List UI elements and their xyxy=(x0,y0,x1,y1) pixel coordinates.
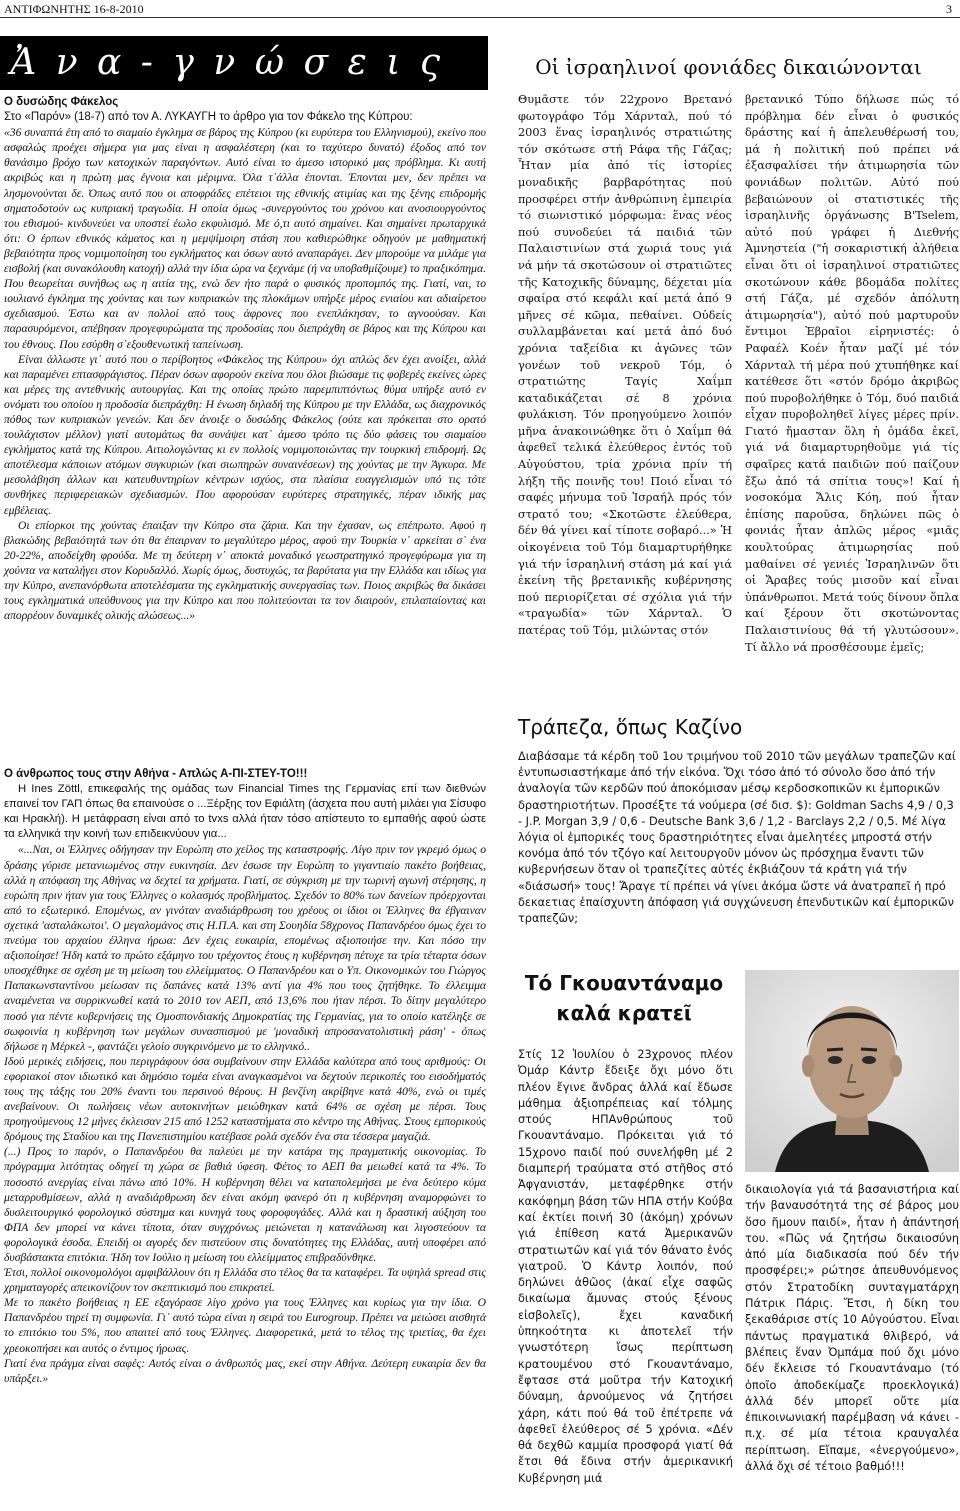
israeli-col-2 xyxy=(745,92,959,702)
article-paragraph: «...Ναι, οι Έλληνες οδήγησαν την Ευρώπη στο χείλος της καταστροφής. Λίγο πριν τον γκρεμό όμως ο δράσης γύρισε μετανιωμένος στην ευκινησία. Δεν έσωσε την Ευρώπη το γιγαντιαίο πακέτο βοήθειας, αλλά η απόφαση της Αθήνας να δεχτεί τα χρήματα. Γιατί, σε σύγκριση με την τωρινή αγωνή στέρησης, η ευρώπη πριν ήταν για τους Έλληνες ο κολασμός προβλήματος. Σχεδόν το 80% των δανείων πρόερχονται από το εξωτερικό. Επομένως, αν γινόταν αναδιάρθρωση του χρέους οι ίδιοι οι Έλληνες θα έβγαιναν σχετικά 'ασταλάκωτοι'. Ο μεγαλομάνος στις Η.Π.Α. και στη Σουηδία 58χρονος Παπανδρέου όμως έχει το πνεύμα του αρχαίου έλληνα ήρωα: Δεν έχεις ευκαιρία, επομένως αξιοποιήσε την. Και πόσο την αξιοποίησε! Ήδη κατά το πρώτο εξάμηνο του τρέχοντος έτους η κυβέρνηση πέτυχε τα τρία τέταρτα όσων υποσχέθηκε σε σχέση με τη μείωση του ελλείμματος. Ο Παπανδρέου και ο Υπ. Οικονομικών του Γιώργος Παπακωνσταντίνου μείωσαν τις δαπάνες κατά 13% αντί για 4% που τους ζητήθηκε. Το έλλειμμα αναμένεται να συρρικνωθεί κατά το 2010 τον ΑΕΠ, από 13,6% που ήταν πέρσι. Το δίτην μεγαλύτερο ποσό για πέντε κυβερνήσεις της Ομοσπονδιακής Δημοκρατίας της Γερμανίας, για το οποίο κατέληξε σε σωφοινία η κυβέρνηση των μεγάλων συνασπισμού με 'μοναδική απροσανατολιστική ράση' - όπως δήλωσε η Μέρκελ -, φαντάζει γελοίο συγκρινόμενο με το ελληνικό.. xyxy=(4,843,486,1053)
article-heading: Ο δυσώδης Φάκελος xyxy=(4,96,119,108)
guantanamo-article-title: Τό Γκουαντάναμο καλά κρατεῖ xyxy=(524,971,724,1025)
article-intro: Στο «Παρόν» (18-7) από τον Α. ΛΥΚΑΥΓΗ το άρθρο για τον Φάκελο της Κύπρου: xyxy=(4,111,413,124)
section-banner xyxy=(0,36,488,90)
banner-title: Ἀ ν α - γ ν ώ σ ε ι ς xyxy=(10,42,444,83)
left-article-2 xyxy=(4,767,486,1386)
israeli-text-1: Θυμᾶστε τόν 22χρονο Βρετανό φωτογράφο Τόμ Χάρνταλ, πού τό 2003 ἕνας ἰσραηλινός στρατιώτης τόν σκότωσε στή Ράφα τῆς Γάζας; Ἦταν μία ἀπό τίς ἱστορίες μοναδικῆς βαρβαρότητας πού προσφέρει στήν ἀνθρώπινη ἐμπειρία τό σιωνιστικό μόρφωμα: ἕνας νέος πού συνοδεύει τά παιδιά τῶν Παλαιστινίων στά χωριά τους γιά νά μήν τά σκοτώσουν οἱ στρατιῶτες τῆς Κατοχικῆς δύναμης, δέχεται μία σφαίρα στό κεφάλι καί μετά ἀπό 9 μῆνες σέ κῶμα, πεθαίνει. Οὐδείς συλλαμβάνεται καί μετά ἀπό δυό χρόνια ταξείδια κι ἀγῶνες τῶν γονέων τοῦ νεκροῦ Τόμ, ὁ στρατιώτης Ταγίς Χαΐμπ καταδικάζεται σέ 8 χρόνια φυλάκιση. Τόν προηγούμενο λοιπόν μῆνα ἀνακοινώθηκε ὅτι ὁ Χαΐμπ θά ἀφεθεῖ τελικά ἐλεύθερος ἐντός τοῦ Αὐγούστου, τρία χρόνια πρίν τή λήξη τῆς ποινῆς του! Ποιό εἶναι τό σαφές μήνυμα τοῦ Ἰσραήλ πρός τόν στρατό του; «Σκοτῶστε ἐλεύθερα, δέν θά γίνει καί τίποτε σοβαρό...» Ἡ οἰκογένεια τοῦ Τόμ διαμαρτυρήθηκε γιά τήν ἰσραηλινή στάση μά καί γιά ἐκείνη τῆς βρετανικῆς κυβέρνησης πού περιορίζεται σέ σχόλια γιά τήν «τραγωδία» τῶν Χάρνταλ. Ὁ πατέρας τοῦ Τόμ, μιλώντας στόν xyxy=(518,93,732,637)
portrait-image xyxy=(745,970,959,1172)
article-paragraph: (...) Προς το παρόν, ο Παπανδρέου θα παλεύει με την κατάρα της πραγματικής οικονομίας. Το πρόγραμμα λιτότητας οδηγεί τη χώρα σε βαθιά ύφεση. Φέτος το ΑΕΠ θα μειωθεί κατά τα 4%. Το ποσοστό ανεργίας είναι πάνω από 10%. Η κυβέρνηση θέλει να καταπολεμήσει με ένα δεύτερο κύμα μεταρρυθμίσεων, αλλά η αναδιάρθρωση δεν είναι ακόμη φανερό ότι η κυβέρνηση αναμορφώνει το δυσλειτουργικό φορολογικό σύστημα και κυνηγά τους φοροφυγάδες. Αλλά και η δραστική αύξηση του ΦΠΑ δεν μπορεί να κάνει τίποτα, όταν συγχρόνως μειώνεται η κατανάλωση και λιγοστεύουν τα φορολογικά έσοδα. Επειδή οι αγορές δεν πιστεύουν στις δυνατότητες της Ελλάδας, αυτή υποφέρει από δυσβάστακτα επιτόκια. Ήδη τον Ιούλιο η μείωση του ελλείμματος επιβραδύνθηκε. xyxy=(4,1145,486,1264)
israeli-article-title: Οἱ ἰσραηλινοί φονιάδες δικαιώνονται xyxy=(535,55,922,79)
article-paragraph: Γιατί ένα πράγμα είναι σαφές: Αυτός είναι ο άνθρωπός μας, εκεί στην Αθήνα. Δεύτερη ευκαιρία δεν θα υπάρξει.» xyxy=(4,1356,486,1385)
article-paragraph: Με το πακέτο βοήθειας η ΕΕ εξαγόρασε λίγο χρόνο για τους Έλληνες και κυρίως για την ίδια. Ο Παπανδρέου τηρεί τη συμφωνία. Γι᾽ αυτό τώρα είναι η σειρά του Eurogroup. Πρέπει να μειώσει αισθητά το επιτόκιο του 5%, που απαιτεί από τους Έλληνες. Διαφορετικά, μετά το τέλος της τριετίας, θα έχει χρεοκοπήσει και αυτός ο έντιμος ήρωας. xyxy=(4,1296,486,1355)
newspaper-date: ΑΝΤΙΦΩΝΗΤΗΣ 16-8-2010 xyxy=(4,2,144,16)
header-rule xyxy=(0,17,960,18)
bank-text: Διαβάσαμε τά κέρδη τοῦ 1ου τριμήνου τοῦ 2010 τῶν μεγάλων τραπεζῶν καί ἐντυπωσιαστήκαμε ἀπό τήν εἰκόνα. Ὄχι τόσο ἀπό τό σύνολο ὅσο ἀπό τήν ἀναλογία τῶν κερδῶν πού ἀποκόμισαν μέσῳ κερδοσκοπικῶν κι ἐμπορικῶν δραστηριοτήτων. Προσέξτε τά νούμερα (σέ δισ. $): Goldman Sachs 4,9 / 0,3 - J.P. Morgan 3,9 / 0,6 - Deutsche Bank 3,6 / 1,2 - Barclays 2,2 / 0,5. Μέ λίγα λόγια οἱ ἐμπορικές τους δραστηριότητες εἶναι ἀμελητέες μπροστά στήν κονόμα ἀπό τόν τζόγο καί λειτουργοῦν μόνον ὡς πρόσχημα ἔναντι τῶν κυβερνήσεων ὅταν οἱ τραπεζίτες αὐτές ἐκβιάζουν τά κράτη γιά τήν «διάσωσή» τους! Ἄραγε τί πρέπει νά γίνει ἀκόμα ὥστε νά ἀνατραπεῖ ἡ πρό δεκαετιας ἐπαίσχυντη ἀπόφαση γιά συγχώνευση ἐπενδυτικῶν καί ἐμπορικῶν τραπεζῶν; xyxy=(518,750,956,926)
guantanamo-left-body xyxy=(518,1047,733,1487)
israeli-col-1 xyxy=(518,92,732,702)
portrait-photo xyxy=(745,970,959,1172)
page-number: 3 xyxy=(946,2,952,16)
israeli-text-2: βρετανικό Τύπο δήλωσε πώς τό πρόβλημα δέν εἶναι ὁ φυσικός δράστης καί ἡ ἀπελευθέρωσή του, μά ἡ πολιτική πού πρέπει νά ἐξασφαλίσει τήν ἀτιμωρησία τῶν φονιάδων πολιτῶν. Αὐτό πού βεβαιώνουν οἱ στατιστικές τῆς ἰσραηλινῆς ὀργάνωσης B'Tselem, αὐτό πού γράφει ἡ Διεθνής Ἀμνηστεία ("ἡ σοκαριστική ἀλήθεια εἶναι ὅτι οἱ ἰσραηλινοί στρατιῶτες σκοτώνουν κάθε βδομάδα πολίτες στή Γάζα, μέ σχεδόν ἀπόλυτη ἀτιμωρησία"), αὐτό πού μαρτυροῦν ἔντιμοι Ἑβραῖοι εἰρηνιστές: ὁ Ραφαέλ Κοέν ἦταν μαζί μέ τόν Χάρνταλ τή μέρα πού χτυπήθηκε καί κατέθεσε ὅτι «στόν δρόμο ἀκριβῶς πού πυροβολήθηκε ὁ Τόμ, δυό παιδιά εἶχαν πυροβοληθεῖ λίγες μέρες πρίν. Γιατό ἤμασταν ὅλη ἡ ὁμάδα ἐκεῖ, γιά νά διαμαρτυρηθοῦμε γιά τίς σφαῖρες κατά παιδιῶν πού παίζουν ἔξω ἀπό τά σπίτια τους»! Καί ἡ νοσοκόμα Ἄλις Κόη, πού ἦταν ἐπίσης παροῦσα, δηλώνει πῶς ὁ φονιάς ἦταν ἁπλῶς μέρος «μιᾶς κουλτούρας ἀτιμωρησίας πού μαθαίνει σέ γενιές Ἰσραηλινῶν ὅτι οἱ Ἄραβες τούς μισοῦν καί εἶναι ὑπάνθρωποι. Μετά τούς δίνουν ὅπλα καί ξέρουν ὅτι σκοτώνοντας Παλαιστινίους θά τή γλυτώσουν». Τί ἄλλο νά προσθέσουμε ἐμεῖς; xyxy=(745,93,959,654)
article-paragraph: Έτσι, πολλοί οικονομολόγοι αμφιβάλλουν ότι η Ελλάδα στο τέλος θα τα καταφέρει. Τα υψηλά spread στις χρηματαγορές απεικονίζουν τον σκεπτικισμό που επικρατεί. xyxy=(4,1266,486,1295)
article-paragraph: «36 συναπτά έτη από το σιαμαίο έγκλημα σε βάρος της Κύπρου (κι ευρύτερα του Ελληνισμού), εκείνο που ασφαλώς προέχει σήμερα για μας είναι η ασφαλέστερη (και το ταχύτερο δυνατό) έξοδος από τον θανάσιμο βρόχο των κατοχικών παραγόντων. Αυτό είναι το άμεσο ιστορικό μας πρόβλημα. Κι αυτή ακριβώς και η πρώτη μας έγνοια και μέριμνα. Όλα τ᾽άλλα έπονται. Έπονται μεν, δεν πρέπει να λησμονούνται δε. Όπως αυτό που οι αποφράδες επέτειοι της εθνικής ατιμίας και της ξένης επιδρομής σηματοδοτούν ως κυπριακή τραγωδία. Η οποία όμως -συνεργούντος του χρόνου και ανοσιουργούντος του εθισμού- κινδυνεύει να υποστεί έωλο εκφυλισμό. Με ό,τι αυτό σημαίνει. Και σημαίνει πρωταρχικά ότι: Ο έρπων εθνικός κάματος και η μεμψίμοιρη στάση που καθιερώθηκε οδηγούν με μαθηματική βεβαιότητα προς νομιμοποίηση του εγκλήματος και όσων αυτό αναπαράγει. Δεν μπορούμε να μιλάμε για εισβολή (και συνακόλουθη κατοχή) αλλά την ίδια ώρα να ξεχνάμε (ή να υποβαθμίζουμε) το πραξικόπημα. Που θεωρείται συνήθως ως η αιτία της, ενώ δεν ήτο παρά ο φυσικός προπομπός της. Γιατί, ναι, το ιουλιανό έγκλημα της χούντας και των κυπριακών της πλοκάμων υπήρξε μέρος ενιαίου και αδιαίρετου σχεδιασμού. Έστω και αν πολλοί από τους άφρονες που ενεπλάκησαν, το αγνοούσαν. Και παρασυρόμενοι, απέβησαν προγεφυρώματα της προδοσίας που διεπράχθη σε βάρος και της Κύπρου και του έθνους. Που εσύρθη σ᾽εξουθενωτική ταπείνωση. xyxy=(4,126,486,351)
article-paragraph: Ιδού μερικές ειδήσεις, που περιγράφουν όσα συμβαίνουν στην Ελλάδα καλύτερα από τους αριθμούς: Οι εφοριακοί στον ιδιωτικό και δημόσιο τομέα είναι αναγκασμένοι να δεχτούν περικοπές του εισοδήματός τους της τάξης του 20% έναντι του περσινού θέρους. Η βενζίνη ακρίβηνε κατά 40%, ενώ οι τιμές ανεβαίνουν. Οι πωλήσεις νέων αυτοκινήτων μειώθηκαν κατά 64% σε σχέση με πέρσι. Τους προηγούμενους 12 μήνες έκλεισαν 215 από 1252 καταστήματα στο κέντρο της Αθήνας. Στους εμπορικούς δρόμους της Σταδίου και της Πανεπιστημίου κατέβασε ρολά σχεδόν ένα στα τέσσερα μαγαζιά. xyxy=(4,1054,486,1144)
article-paragraph: Η Ines Zöttl, επικεφαλής της ομάδας των Financial Times της Γερμανίας επί των διεθνών επαινεί τον ΓΑΠ όπως θα επαινούσε ο ...Ξέρξης τον Εφιάλτη (άσχετα που αυτή μιλάει για Σίσυφο και Ηρακλή). Η μετάφραση είναι από το tvxs αλλά ήταν τόσο απίστευτο το εμπαθής αφού ώστε τα ελληνικά την κοινή των επιδεικνύουν για... xyxy=(4,783,486,841)
guantanamo-text-right: δικαιολογία γιά τά βασανιστήρια καί τήν βαναυσότητά της σέ βάρος μου ὅσο ἤμουν παιδί», ἦταν ἡ ἀπάντησή του. «Πῶς νά ζητήσω δικαιοσύνη ἀπό μία διαδικασία πού δέν τήν προσφέρει;» ρώτησε ἀπευθυνόμενος στόν Στρατοδίκη συνταγματάρχη Πάτρικ Πάρις. Ἔτσι, ἡ δίκη του ξεκαθάρισε στίς 10 Αὐγούστου. Εἶναι πάντως πραγματικά θλιβερό, νά βλέπεις ἕναν Ὀμπάμα πού ὄχι μόνο δέν ἔκλεισε τό Γκουαντάναμο (τό ὁποῖο ἀποδεκίμαζε προεκλογικά) ἀλλά δέν μπορεῖ οὔτε μία ἐπικοινωνιακή παρέμβαση νά κάνει - π.χ. σέ μία τέτοια κραυγαλέα περίπτωση. Εἴπαμε, «ἐνεργούμενο», ἀλλά ὄχι σέ τέτοιο βαθμό!!! xyxy=(745,1183,959,1474)
article-heading-2: Ο άνθρωπος τους στην Αθήνα - Απλώς Α-ΠΙ-ΣΤΕΥ-ΤΟ!!! xyxy=(4,768,308,780)
guantanamo-right-body xyxy=(745,1182,959,1475)
guantanamo-text-left: Στίς 12 Ἰουλίου ὁ 23χρονος πλέον Ὀμάρ Κάντρ ἔδειξε ὄχι μόνο ὅτι πλέον ἔγινε ἄνδρας ἀλλά καί ἔδωσε μάθημα ἀξιοπρέπειας καί τόλμης στούς ΗΠΑνθρώπους τοῦ Γκουαντάναμο. Πρόκειται γιά τό 15χρονο παιδί πού συνελήφθη μέ 2 διαμπερή τραύματα στό στῆθος στό Ἀφγανιστάν, μεταφέρθηκε στήν κακόφημη βάση τῶν ΗΠΑ στήν Κούβα καί ἐκτίει ποινή 30 (ἀκόμη) χρόνων γιά ἐπίθεση κατά Ἀμερικανῶν στρατιωτῶν καί γιά τόν θάνατο ἑνός γιατροῦ. Ὁ Κάντρ λοιπόν, πού δηλώνει ἀθῶος (ἀκαί εἶχε σαφῶς δικαίωμα ἄμυνας στούς ξένους εἰσβολεῖς), ἔχει καναδική ὑπηκοότητα κι ἀποτελεῖ τήν γνωστότερη ἴσως περίπτωση κρατουμένου στό Γκουαντάναμο, ἔφτασε στά μοῦτρα τήν Κατοχική δύναμη, ἀρνούμενος νά ζητήσει χάρη, κάτι πού θά τοῦ ἐπέτρεπε νά ἀφεθεῖ ἐλεύθερος σέ 5 χρόνια. «Δέν θά δεχθῶ καμμία προσφορά γιατί θά ἔτσι θά ἔδινα στήν ἀμερικανική Κυβέρνηση μιά xyxy=(518,1048,733,1485)
article-paragraph: Οι επίορκοι της χούντας έπαιξαν την Κύπρο στα ζάρια. Και την έχασαν, ως επέπρωτο. Αφού η βλακώδης βεβαιότητά των ότι θα έπαιρναν το μεγαλύτερο μέρος, αφού την Τουρκία ν᾽ αρκείται σ᾽ ένα 20-22%, αποδείχθη φρούδα. Με τη δεύτερη ν᾽ αποκτά μοναδικό γεωστρατηγικό προγεφύρωμα για τη χούντα να καταλήγει στον Κορυδαλλό. Χωρίς όμως, δυστυχώς, τα βαρύτατα για την Ελλάδα και ιδίως για την Κύπρο, ανεπανόρθωτα αποτελέσματα της εγκληματικής συνεργασίας των. Ποιος ακριβώς θα δικάσει τους εγκληματικά υπεύθυνους για την Κύπρο και που πολιτεύονται τα τον διαιρούν, επιλαπαίοντας και απορρέουν δυναμικές ολικής αλώσεως...» xyxy=(4,518,486,623)
left-article xyxy=(4,95,486,623)
bank-article-body xyxy=(518,749,960,927)
bank-article-title: Τράπεζα, ὅπως Καζίνο xyxy=(518,715,743,739)
article-paragraph: Είναι άλλωστε γι᾽ αυτό που ο περίβοητος «Φάκελος της Κύπρου» όχι απλώς δεν έχει ανοίξει, αλλά και παραμένει επτασφράγιστος. Πέραν όσων αφορούν εκείνα που όλοι βιώσαμε τις φοβερές εκείνες ώρες και μέρες της αντεθνικής αυτουργίας. Και της οποίας πρώτο παρεμπιπτόντως θύμα υπήρξε αυτό εν ονόματι του οποίου η προδοσία διεπράχθη: Η ένωση δηλαδή της Κύπρου με την Ελλάδα, ως διαχρονικός πόθος των κυπριακών γενεών. Και δεν άνοιξε ο δυσώδης Φάκελος (ούτε και πρόκειται στο ορατό τουλάχιστον μέλλον) γιατί αυτομάτως θα συνάψει κατ᾽ άμεσο τρόπο τις δύο φάσεις του σιαμαίου εγκλήματος κατά της Κύπρου. Αιτιολογώντας κι εν πολλοίς νομιμοποιώντας την τουρκική επιδρομή. Ως αποτέλεσμα κάποιων ατόμων συγκυριών (και σιωπηρών συναινέσεων) της χούντας με την Άγκυρα. Με μεσολάβηση άλλων και κατευθυντηρίων κέντρων ισχύος, στα πλαίσια ευαγγελισμών υπό τις τότε συνθήκες περιφερειακών σχεδιασμών. Που αφορούσαν ευρύτερες στρατηγικές, πέραν ιδικής μας εμβέλειας. xyxy=(4,352,486,517)
